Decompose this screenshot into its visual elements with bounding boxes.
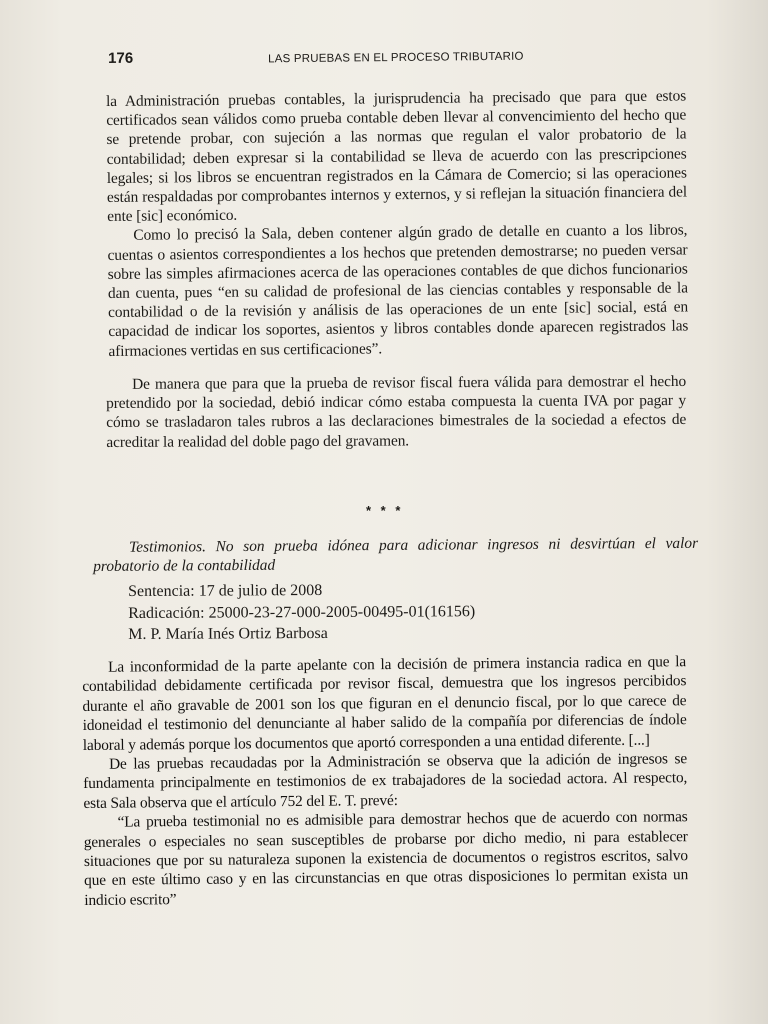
- page-number: 176: [108, 49, 134, 67]
- running-title: LAS PRUEBAS EN EL PROCESO TRIBUTARIO: [268, 50, 524, 66]
- filing-number: Radicación: 25000-23-27-000-2005-00495-01(16156): [128, 602, 476, 622]
- magistrate-name: M. P. María Inés Ortiz Barbosa: [128, 624, 328, 643]
- section-separator: * * *: [366, 503, 404, 518]
- body-paragraph: la Administración pruebas contables, la jurisprudencia ha precisado que para que estos certificados sean válidos como prueba contable deben llevar al convencimiento del hecho que se pretende probar, con sujeción a las normas que regulan el valor probatorio de la contabilidad; deben expresar si la contabilidad se lleva de acuerdo con las prescripciones legales; si los libros se encuentran registrados en la Cámara de Comercio; si las operaciones están respaldadas por comprobantes internos y externos, y si reflejan la situación financiera del ente [sic] económico.: [106, 87, 688, 226]
- lower-text-block: [82, 652, 688, 910]
- sentence-date: Sentencia: 17 de julio de 2008: [128, 581, 323, 600]
- page-header: [108, 44, 683, 74]
- case-metadata: [128, 579, 588, 646]
- body-paragraph: Como lo precisó la Sala, deben contener algún grado de detalle en cuanto a los libros, cuentas o asientos correspondientes a los hechos que pretenden demostrarse; no pueden versar sobre las simples afirmaciones acerca de las operaciones contables de que dichos funcionarios dan cuenta, pues “en su calidad de profesional de las ciencias contables y responsable de la contabilidad o de la revisión y análisis de las operaciones de un ente [sic] social, está en capacidad de indicar los soportes, asientos y libros contables donde aparecen registrados las afirmaciones vertidas en sus certificaciones”.: [107, 221, 689, 360]
- body-paragraph: La inconformidad de la parte apelante con la decisión de primera instancia radica en que la contabilidad debidamente certificada por revisor fiscal, demuestra que los ingresos percibidos durante el año gravable de 2001 son los que figuran en el denuncio fiscal, por lo que carece de idoneidad el testimonio del denunciante al haber salido de la compañía por diferencias de índole laboral y además porque los documentos que aportó corresponden a una entidad diferente. [...]: [82, 653, 687, 754]
- middle-text-block: [106, 372, 686, 452]
- section-heading: Testimonios. No son prueba idónea para adicionar ingresos ni desvirtúan el valor probatorio de la contabilidad: [93, 534, 699, 575]
- body-paragraph: De las pruebas recaudadas por la Administración se observa que la adición de ingresos se fundamenta principalmente en testimonios de ex trabajadores de la sociedad actora. Al respecto, esta Sala observa que el artículo 752 del E. T. prevé:: [83, 750, 688, 812]
- quoted-article: “La prueba testimonial no es admisible para demostrar hechos que de acuerdo con normas generales o especiales no sean susceptibles de probarse por dicho medio, ni para establecer situaciones que por su naturaleza suponen la existencia de documentos o registros escritos, salvo que en este último caso y en las circunstancias en que otras disposiciones lo permitan exista un indicio escrito”: [83, 808, 689, 909]
- upper-text-block: [106, 86, 689, 360]
- body-paragraph: De manera que para que la prueba de revisor fiscal fuera válida para demostrar el hecho pretendido por la sociedad, debió indicar cómo estaba compuesta la cuenta IVA por pagar y cómo se trasladaron tales rubros a las declaraciones bimestrales de la sociedad a efectos de acreditar la realidad del doble pago del gravamen.: [106, 372, 687, 451]
- section-heading-block: [93, 534, 698, 576]
